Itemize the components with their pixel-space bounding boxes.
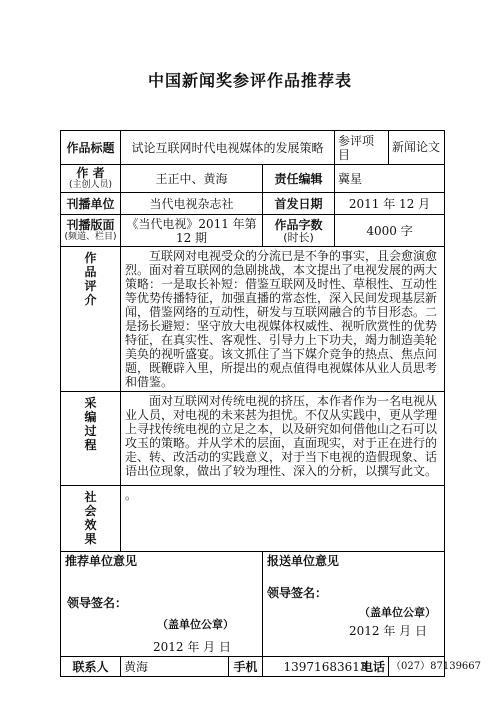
effect-label-char: 果: [84, 532, 97, 546]
submit-sign-label: 领导签名：: [267, 586, 328, 600]
effect-row: [61, 486, 445, 552]
tel-cell: [361, 657, 482, 677]
process-text: 面对互联网对传统电视的挤压，本作者作为一名电视从业人员，对电视的未来甚为担忧。不仅从实践中，更从学理上寻找传统电视的立足之本，以及研究如何借他山之石可以攻玉的策略。并从学术的层面，直面现实，对于正在进行的走、转、改活动的实践意义，对于当下电视的造假现象、话语出位现象，做出了较为理性、深入的分析，以撰写此文。: [121, 392, 445, 486]
entry-item-value: 新闻论文: [389, 131, 445, 165]
opinions-row: [61, 552, 445, 657]
word-count-label: [263, 215, 335, 247]
section-label-sub: (频道、栏目): [64, 232, 117, 242]
evaluation-label-char: 作: [84, 251, 97, 265]
submit-date: 2012 年 月 日: [349, 624, 427, 638]
evaluation-label: [61, 247, 121, 392]
evaluation-label-char: 介: [84, 293, 97, 307]
effect-label-char: 会: [84, 504, 97, 518]
mobile-label: 手机: [229, 657, 263, 677]
page-title: 中国新闻奖参评作品推荐表: [147, 71, 352, 90]
tel-label: 电话: [361, 660, 386, 674]
process-label: [61, 392, 121, 486]
word-count-label-sub: (时长): [283, 231, 314, 244]
section-label-text: 刊播版面: [66, 218, 115, 232]
evaluation-row: [61, 247, 445, 392]
work-title-value: 试论互联网时代电视媒体的发展策略: [121, 131, 335, 165]
effect-text: 。: [121, 486, 445, 552]
process-label-char: 过: [84, 424, 97, 438]
recommend-seal: （盖单位公章）: [157, 618, 234, 631]
editor-value: 冀星: [335, 165, 445, 193]
contact-row: [61, 657, 445, 677]
contact-label: 联系人: [61, 657, 121, 677]
contact-value: 黄海: [121, 657, 229, 677]
first-date-value: 2011 年 12 月: [335, 193, 445, 215]
effect-label-char: 效: [84, 518, 97, 532]
recommend-sign-label: 领导签名：: [67, 596, 128, 610]
first-date-label: 首发日期: [263, 193, 335, 215]
editor-label: 责任编辑: [263, 165, 335, 193]
submit-opinion-heading: 报送单位意见: [267, 554, 340, 568]
section-value: 《当代电视》2011 年第 12 期: [121, 215, 263, 247]
mobile-value: 13971683613: [263, 657, 389, 677]
recommend-date: 2012 年 月 日: [153, 640, 231, 654]
work-title-label: 作品标题: [61, 131, 121, 165]
author-label-text: 作 者: [76, 166, 105, 180]
tel-value: （027）87139667: [391, 660, 482, 672]
evaluation-label-char: 评: [84, 279, 97, 293]
evaluation-text: 互联网对电视受众的分流已是不争的事实，且会愈演愈烈。面对着互联网的急剧挑战，本文提出了电视发展的两大策略：一是取长补短：借鉴互联网及时性、草根性、互动性等优势传播特征，加强直播的常态性，深入民间发现基层新闻，借鉴网络的互动性，研发与互联网融合的节目形态。二是扬长避短：坚守放大电视媒体权威性、视听欣赏性的优势特征，在真实性、客观性、引导力上下功夫，竭力制造美轮美奂的视听盛宴。该文抓住了当下媒介竞争的热点、焦点问题，既鞭辟入里，所提出的观点值得电视媒体从业人员思考和借鉴。: [121, 247, 445, 392]
author-row: [61, 165, 445, 193]
recommend-opinion-heading: 推荐单位意见: [65, 554, 138, 568]
process-label-char: 编: [84, 410, 97, 424]
section-row: [61, 215, 445, 247]
process-label-char: 采: [84, 396, 97, 410]
recommend-opinion-cell: [61, 552, 263, 657]
submit-opinion-cell: [263, 552, 445, 657]
process-label-char: 程: [84, 438, 97, 452]
title-row: [61, 131, 445, 165]
effect-label-char: 社: [84, 490, 97, 504]
publisher-value: 当代电视杂志社: [121, 193, 263, 215]
effect-label: [61, 486, 121, 552]
entry-item-label: 参评项目: [335, 131, 389, 165]
word-count-value: 4000 字: [335, 215, 445, 247]
process-row: [61, 392, 445, 486]
publisher-label: 刊播单位: [61, 193, 121, 215]
author-label: [61, 165, 121, 193]
recommendation-form: [60, 130, 482, 677]
author-value: 王正中、黄海: [121, 165, 263, 193]
submit-seal: （盖单位公章）: [359, 606, 436, 619]
word-count-label-text: 作品字数: [274, 218, 323, 232]
evaluation-label-char: 品: [84, 265, 97, 279]
section-label: [61, 215, 121, 247]
publisher-row: [61, 193, 445, 215]
author-label-sub: (主创人员): [68, 180, 113, 190]
